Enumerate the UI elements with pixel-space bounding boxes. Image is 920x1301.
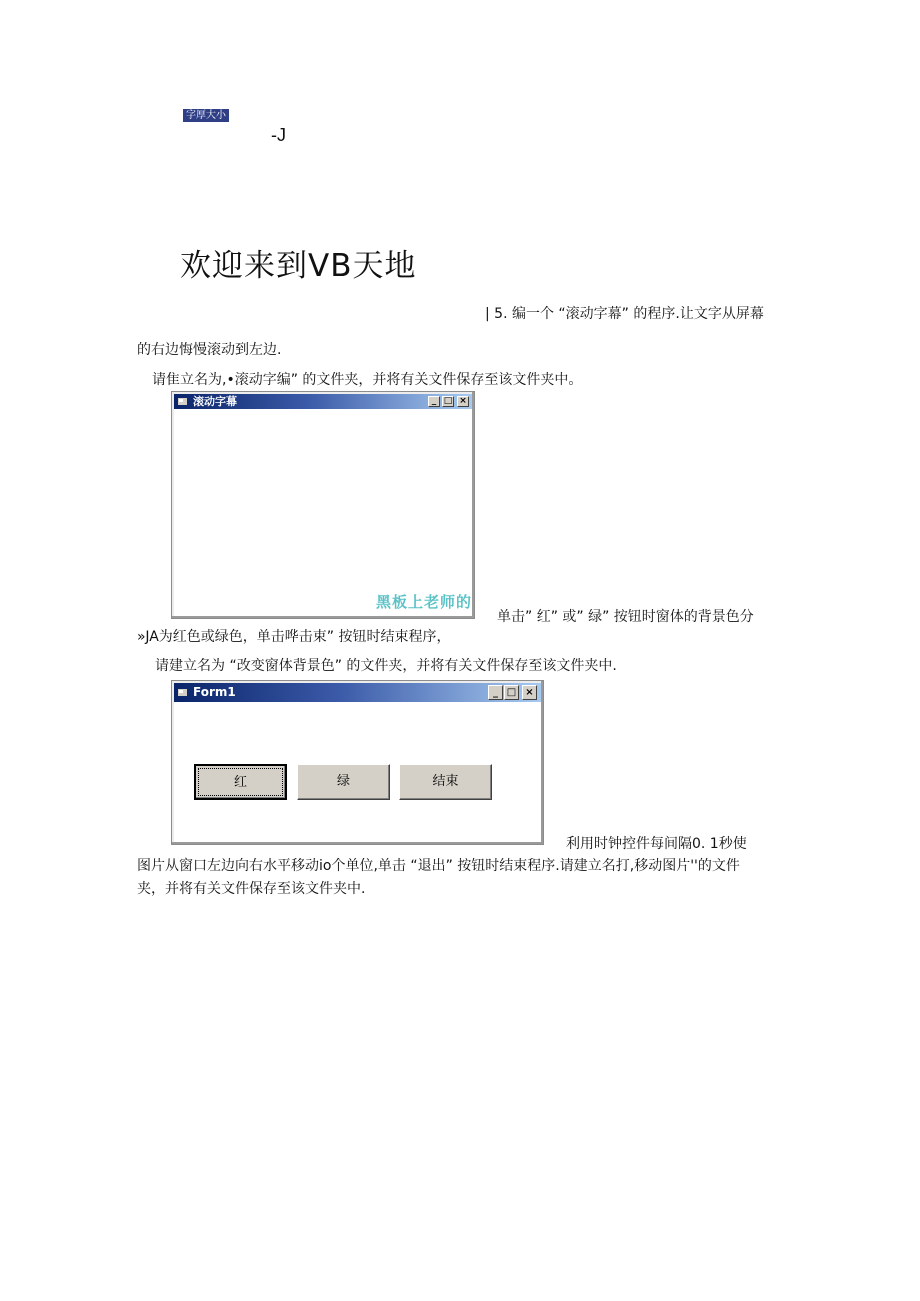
task6-line3: 请建立名为 “改变窗体背景色” 的文件夹，并将有关文件保存至该文件夹中. bbox=[155, 658, 617, 674]
task7-line3: 夹，并将有关文件保存至该文件夹中. bbox=[137, 881, 366, 897]
task6-line2: »JA为红色或绿色，单击哗击束” 按钮时结束程序， bbox=[137, 629, 451, 645]
window-titlebar bbox=[174, 683, 541, 702]
task5-line1: | 5. 编一个 “滚动字幕” 的程序.让文字从屏幕 bbox=[485, 306, 764, 322]
maximize-button[interactable]: □ bbox=[443, 396, 453, 406]
stray-mark: -J bbox=[271, 125, 286, 145]
window-title: Form1 bbox=[193, 685, 236, 699]
end-button[interactable]: 结束 bbox=[399, 764, 492, 800]
page-heading: 欢迎来到VB天地 bbox=[180, 248, 417, 284]
task7-line1: 利用时钟控件每间隔0. 1秒使 bbox=[566, 836, 747, 852]
form1-window bbox=[171, 680, 544, 845]
red-button[interactable]: 红 bbox=[194, 764, 287, 800]
app-icon bbox=[178, 688, 188, 697]
app-icon bbox=[178, 397, 188, 406]
task7-line2: 图片从窗口左边向右水平移动io个单位,单击 “退出” 按钮时结束程序.请建立名打,移动图片''的文件 bbox=[137, 858, 740, 874]
task6-line1: 单击” 红” 或” 绿” 按钮时窗体的背景色分 bbox=[497, 609, 754, 625]
window-titlebar bbox=[174, 394, 472, 409]
green-button[interactable]: 绿 bbox=[297, 764, 390, 800]
scrolling-text: 黑板上老师的 bbox=[375, 593, 472, 611]
scrolling-caption-window bbox=[171, 391, 475, 619]
close-button[interactable]: × bbox=[457, 396, 469, 407]
task5-line3: 请隹立名为,•滚动字编” 的文件夹，并将有关文件保存至该文件夹中。 bbox=[152, 372, 583, 388]
font-size-tag: 字厚大小 bbox=[183, 109, 229, 122]
task5-line2: 的右边悔慢滚动到左边. bbox=[137, 342, 282, 358]
minimize-button[interactable]: _ bbox=[488, 685, 503, 700]
minimize-button[interactable]: _ bbox=[428, 396, 440, 407]
maximize-button[interactable]: □ bbox=[504, 685, 519, 700]
close-button[interactable]: × bbox=[522, 685, 537, 700]
window-title: 滚动字幕 bbox=[193, 395, 237, 408]
